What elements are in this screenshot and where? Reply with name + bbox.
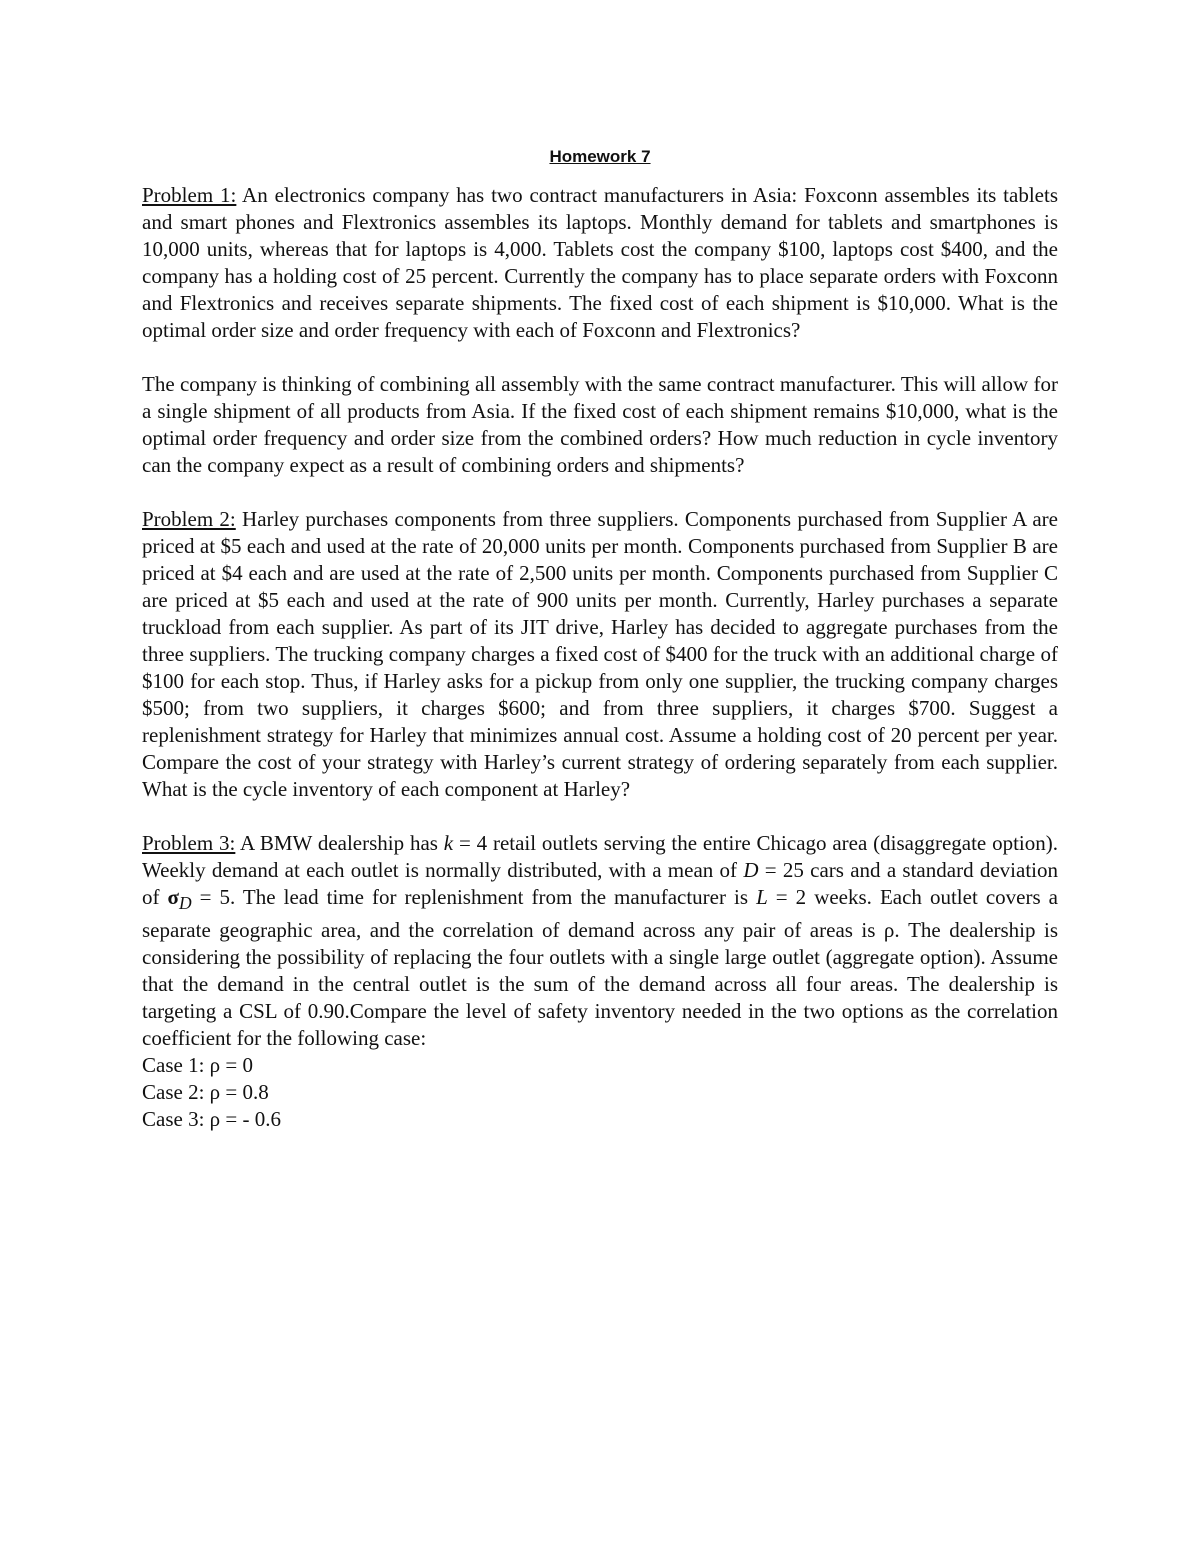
variable-k: k (443, 831, 454, 855)
problem-3-text-b: = 4 retail outlets serving the entire Chicago area (disaggregate option). Weekly demand at each outlet is normally distributed, with a mean of (142, 831, 1058, 882)
problem-3-text-a: A BMW dealership has (235, 831, 444, 855)
problem-3-label: Problem 3: (142, 831, 236, 855)
case-item-1: Case 1: ρ = 0 (142, 1053, 253, 1078)
case-item-2: Case 2: ρ = 0.8 (142, 1080, 269, 1105)
paragraph-gap (142, 479, 1058, 506)
problem-1-paragraph (142, 182, 1058, 344)
problem-2-label: Problem 2: (142, 507, 236, 531)
case-item-3: Case 3: ρ = - 0.6 (142, 1107, 281, 1132)
variable-l: L (756, 885, 768, 909)
paragraph-gap (142, 803, 1058, 830)
paragraph-gap (142, 344, 1058, 371)
problem-1-text: An electronics company has two contract manufacturers in Asia: Foxconn assembles its tablets and smart phones and Flextronics assembles its laptops. Monthly demand for tablets and smartphones is 10,000 units, whereas that for laptops is 4,000. Tablets cost the company $100, laptops cost $400, and the company has a holding cost of 25 percent. Currently the company has to place separate orders with Foxconn and Flextronics and receives separate shipments. The fixed cost of each shipment is $10,000. What is the optimal order size and order frequency with each of Foxconn and Flextronics? (142, 183, 1058, 342)
variable-d: D (743, 858, 759, 882)
problem-2-text: Harley purchases components from three suppliers. Components purchased from Supplier A are priced at $5 each and used at the rate of 20,000 units per month. Components purchased from Supplier B are priced at $4 each and are used at the rate of 2,500 units per month. Components purchased from Supplier C are priced at $5 each and used at the rate of 900 units per month. Currently, Harley purchases a separate truckload from each supplier. As part of its JIT drive, Harley has decided to aggregate purchases from the three suppliers. The trucking company charges a fixed cost of $400 for the truck with an additional charge of $100 for each stop. Thus, if Harley asks for a pickup from only one supplier, the trucking company charges $500; from two suppliers, it charges $600; and from three suppliers, it charges $700. Suggest a replenishment strategy for Harley that minimizes annual cost. Assume a holding cost of 20 percent per year. Compare the cost of your strategy with Harley’s current strategy of ordering separately from each supplier. What is the cycle inventory of each component at Harley? (142, 507, 1058, 801)
problem-2-paragraph (142, 506, 1058, 803)
variable-sigma-subscript: D (178, 893, 192, 914)
variable-sigma: σ (167, 885, 179, 909)
problem-3-paragraph (142, 830, 1058, 1052)
problem-1-label: Problem 1: (142, 183, 237, 207)
problem-1-followup-paragraph: The company is thinking of combining all assembly with the same contract manufacturer. This will allow for a single shipment of all products from Asia. If the fixed cost of each shipment remains $10,000, what is the optimal order frequency and order size from the combined orders? How much reduction in cycle inventory can the company expect as a result of combining orders and shipments? (142, 372, 1058, 477)
document-title: Homework 7 (549, 147, 651, 166)
problem-3-text-d: = 5. The lead time for replenishment from the manufacturer is (191, 885, 757, 909)
problem-3-text-c: = 25 cars and a standard deviation of (142, 858, 1058, 909)
document-page (142, 142, 1058, 1133)
case-list (142, 1052, 1058, 1133)
problem-3-text-e: = 2 weeks. Each outlet covers a separate geographic area, and the correlation of demand across any pair of areas is ρ. The dealership is considering the possibility of replacing the four outlets with a single large outlet (aggregate option). Assume that the demand in the central outlet is the sum of the demand across all four areas. The dealership is targeting a CSL of 0.90.Compare the level of safety inventory needed in the two options as the correlation coefficient for the following case: (142, 885, 1058, 1051)
